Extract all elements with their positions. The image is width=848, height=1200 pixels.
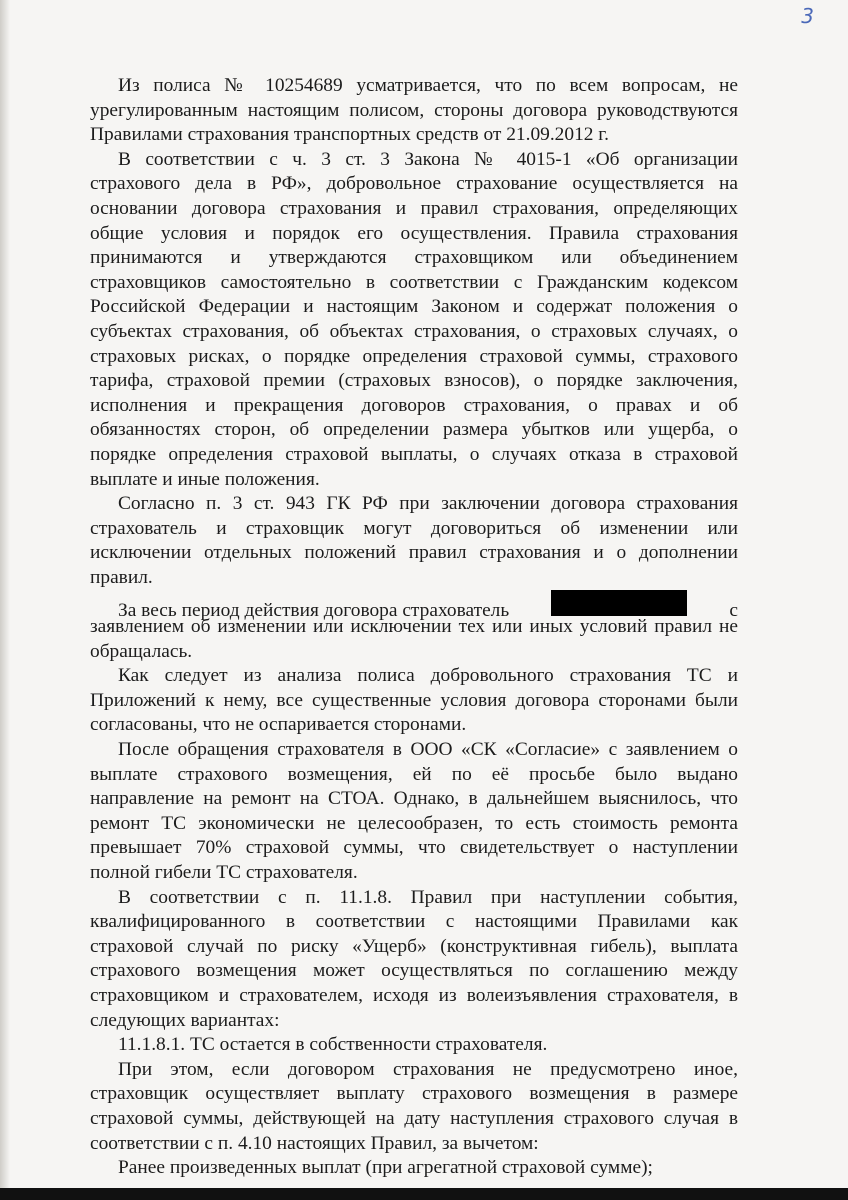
text-line bbox=[90, 590, 738, 622]
text-line: При этом, если договором страхования не предусмотрено иное, bbox=[118, 1058, 738, 1080]
text-line: направление на ремонт на СТОА. Однако, в дальнейшем выяснилось, что bbox=[90, 788, 738, 810]
text-line: заявлением об изменении или исключении тех или иных условий правил не bbox=[90, 616, 738, 638]
text-fragment: За весь период действия договора страхователь bbox=[118, 600, 510, 622]
scan-left-edge bbox=[0, 0, 10, 1200]
text-line: ремонт ТС экономически не целесообразен, то есть стоимость ремонта bbox=[90, 812, 738, 834]
scan-bottom-edge bbox=[0, 1188, 848, 1200]
text-line: порядке определения страховой выплаты, о случаях отказа в страховой bbox=[90, 443, 738, 465]
text-line: страховщиков самостоятельно в соответствии с Гражданским кодексом bbox=[90, 271, 738, 293]
text-line: принимаются и утверждаются страховщиком или объединением bbox=[90, 247, 738, 269]
text-line: страховых рисках, о порядке определения страховой суммы, страхового bbox=[90, 345, 738, 367]
text-line: В соответствии с п. 11.1.8. Правил при наступлении события, bbox=[118, 886, 738, 908]
paragraph-rules-clause bbox=[90, 886, 738, 1034]
redacted-name-block bbox=[551, 590, 687, 616]
text-line: страховщик осуществляет выплату страхового возмещения в размере bbox=[90, 1083, 738, 1105]
paragraph-subclause bbox=[90, 1033, 738, 1058]
text-line: страховщиком и страхователем, исходя из волеизъявления страхователя, в bbox=[90, 984, 738, 1006]
text-line: следующих вариантах: bbox=[90, 1009, 280, 1031]
paragraph-contract-period bbox=[90, 590, 738, 664]
text-line: субъектах страхования, об объектах страхования, о страховых случаях, о bbox=[90, 320, 738, 342]
paragraph-deductions bbox=[90, 1156, 738, 1181]
text-line: выплате страхового возмещения, ей по её просьбе было выдано bbox=[90, 763, 738, 785]
text-line: страхового возмещения может осуществляться по соглашению между bbox=[90, 960, 738, 982]
text-line: Российской Федерации и настоящим Законом и содержат положения о bbox=[90, 296, 738, 318]
text-line: урегулированным настоящим полисом, стороны договора руководствуются bbox=[90, 99, 738, 121]
text-line: Ранее произведенных выплат (при агрегатной страховой сумме); bbox=[118, 1157, 653, 1179]
text-line: обращалась. bbox=[90, 640, 193, 662]
text-line: полной гибели ТС страхователя. bbox=[90, 862, 358, 883]
text-line: основании договора страхования и правил страхования, определяющих bbox=[90, 197, 738, 219]
text-line: общие условия и порядок его осуществления. Правила страхования bbox=[90, 222, 738, 244]
text-line: превышает 70% страховой суммы, что свидетельствует о наступлении bbox=[90, 837, 738, 859]
text-line: страховой суммы, действующей на дату наступления страхового случая в bbox=[90, 1107, 738, 1129]
text-line: 11.1.8.1. ТС остается в собственности страхователя. bbox=[118, 1034, 548, 1056]
text-line: тарифа, страховой премии (страховых взносов), о порядке заключения, bbox=[90, 370, 738, 392]
paragraph-claim-request bbox=[90, 738, 738, 886]
text-line: Согласно п. 3 ст. 943 ГК РФ при заключении договора страхования bbox=[118, 493, 738, 515]
paragraph-law-reference bbox=[90, 148, 738, 492]
document-body bbox=[90, 74, 738, 1181]
text-line: Из полиса № 10254689 усматривается, что по всем вопросам, не bbox=[118, 75, 738, 96]
text-line: В соответствии с ч. 3 ст. 3 Закона № 4015-1 «Об организации bbox=[118, 148, 738, 170]
paragraph-policy-analysis bbox=[90, 664, 738, 738]
text-line: Как следует из анализа полиса добровольного страхования ТС и bbox=[118, 665, 738, 687]
text-line: правил. bbox=[90, 566, 153, 588]
text-line: страховой случай по риску «Ущерб» (конструктивная гибель), выплата bbox=[90, 935, 738, 957]
text-line: страхователь и страховщик могут договориться об изменении или bbox=[90, 517, 738, 539]
paragraph-civil-code bbox=[90, 492, 738, 590]
text-line: Приложений к нему, все существенные условия договора сторонами были bbox=[90, 689, 738, 711]
paragraph-payment-terms bbox=[90, 1058, 738, 1156]
text-line: После обращения страхователя в ООО «СК «Согласие» с заявлением о bbox=[118, 739, 738, 761]
text-fragment: с bbox=[729, 600, 738, 622]
text-line: выплате и иные положения. bbox=[90, 468, 320, 490]
text-line: исполнения и прекращения договоров страхования, о правах и об bbox=[90, 394, 738, 416]
text-line: исключении отдельных положений правил страхования и о дополнении bbox=[90, 542, 738, 564]
paragraph-policy-reference bbox=[90, 74, 738, 148]
text-line: обязанностях сторон, об определении размера убытков или ущерба, о bbox=[90, 419, 738, 441]
page-number: 3 bbox=[801, 4, 814, 28]
text-line: соответствии с п. 4.10 настоящих Правил, за вычетом: bbox=[90, 1132, 539, 1154]
text-line: квалифицированного в соответствии с настоящими Правилами как bbox=[90, 911, 738, 933]
text-line: Правилами страхования транспортных средств от 21.09.2012 г. bbox=[90, 124, 609, 146]
text-line: страхового дела в РФ», добровольное страхование осуществляется на bbox=[90, 173, 738, 195]
text-line: согласованы, что не оспаривается сторонами. bbox=[90, 714, 467, 736]
